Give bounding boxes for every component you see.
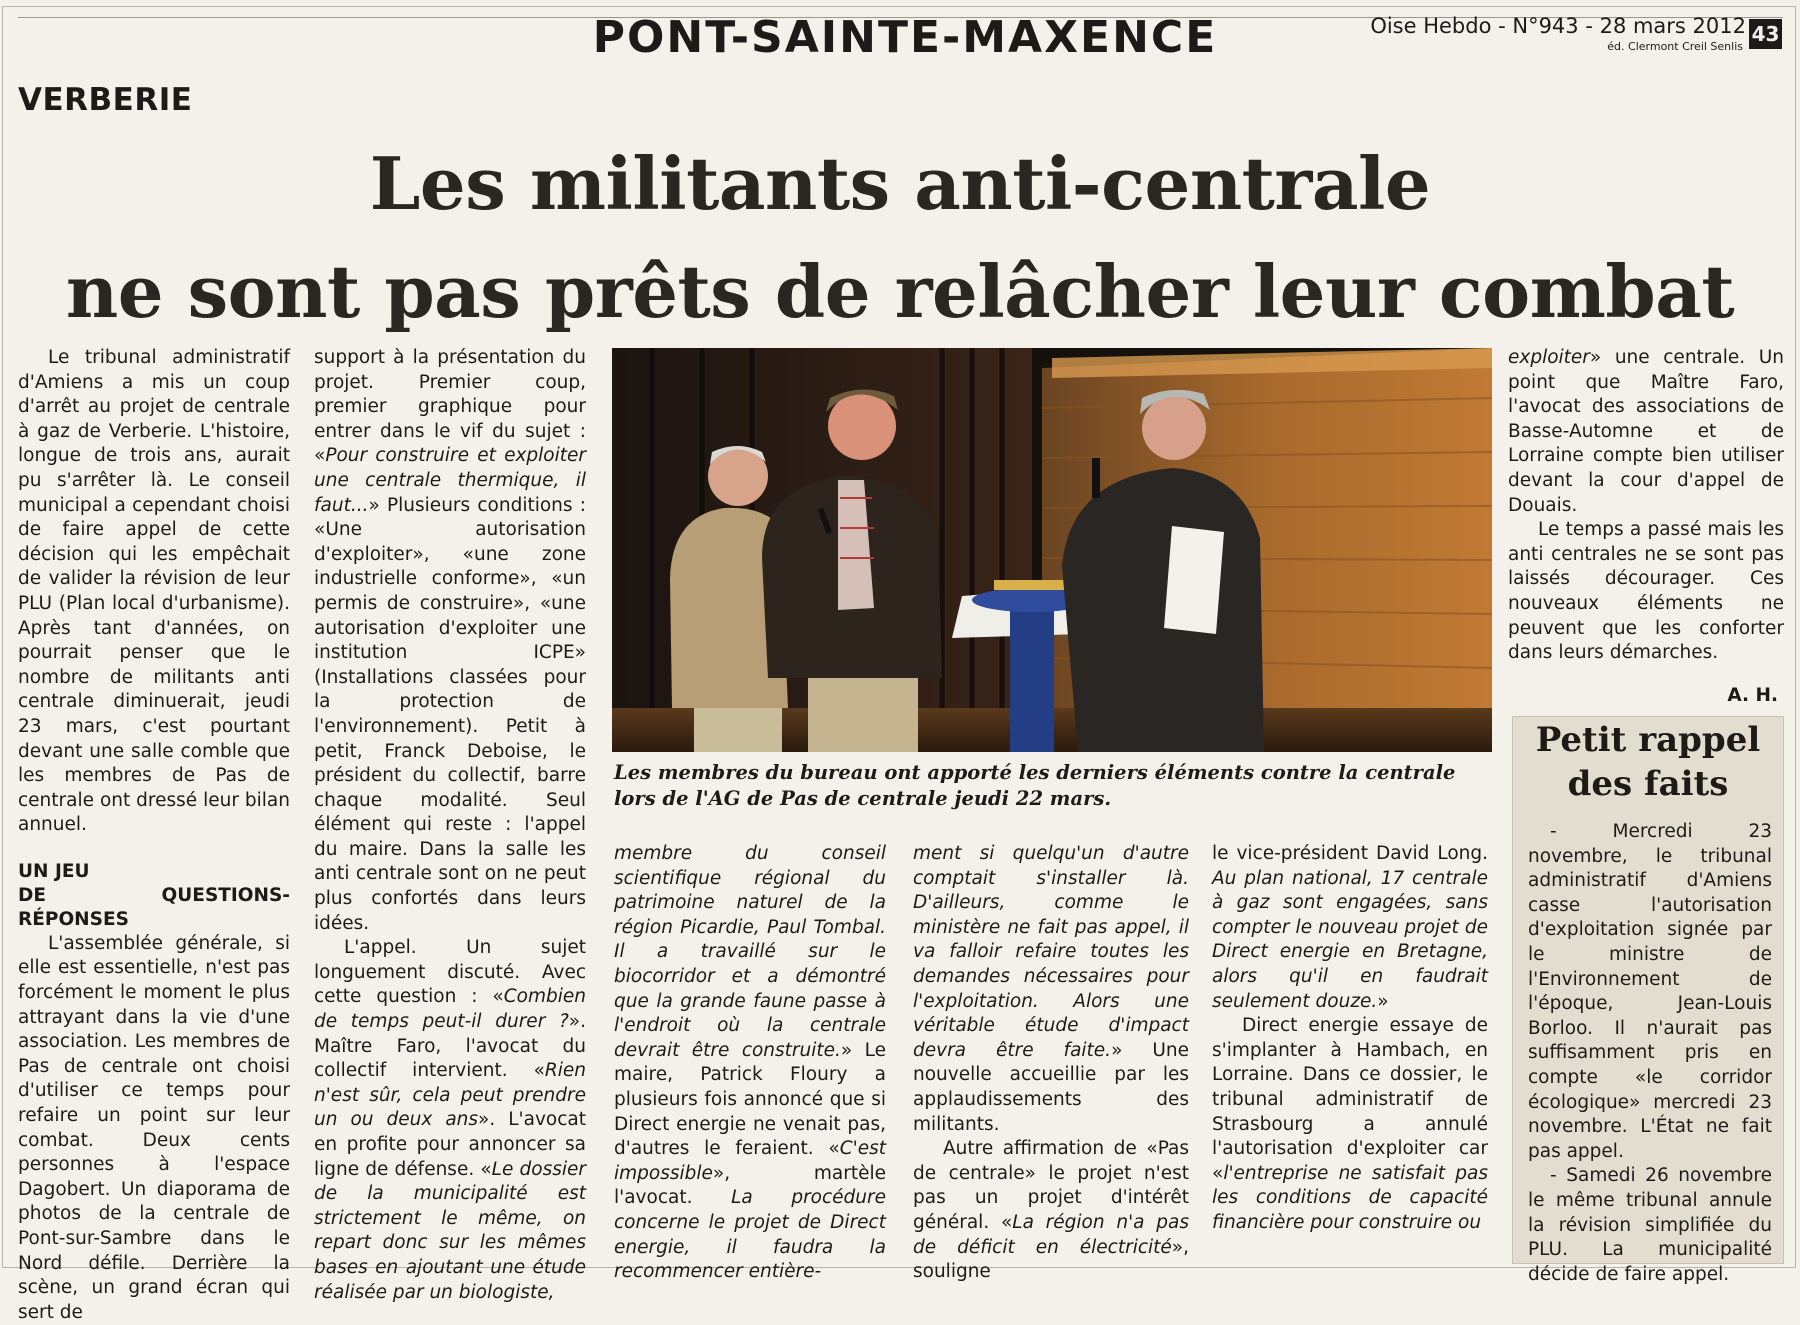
edition-label: éd. Clermont Creil Senlis: [1607, 40, 1743, 53]
masthead: Oise Hebdo - N°943 - 28 mars 2012: [1370, 14, 1746, 38]
paragraph: [1212, 842, 1488, 1014]
sidebar-paragraph: - Samedi 26 novembre le même tribunal annule la révision simplifiée du PLU. La municipalité décide de faire appel.: [1528, 1165, 1772, 1285]
article-photo: [612, 348, 1492, 752]
headline-line-1: Les militants anti-centrale: [369, 141, 1431, 226]
article-column-3: [614, 842, 886, 1285]
text-run: », martèle l'avocat.: [614, 1162, 886, 1209]
paragraph: L'assemblée générale, si elle est essentielle, n'est pas forcément le moment le plus attrayant dans la vie d'une association. Les membres de Pas de centrale ont choisi d'utiliser ce temps pour refaire un point sur leur combat. Deux cents personnes à l'espace Dagobert. Un diaporama de photos de la centrale de Pont-sur-Sambre dans le Nord défile. Derrière la scène, un grand écran qui sert de: [18, 932, 290, 1323]
article-column-5: [1212, 842, 1488, 1236]
paragraph: [314, 346, 586, 936]
text-run: Autre affirmation de «Pas de centrale» le projet n'est pas un projet d'intérêt général. «: [913, 1138, 1189, 1233]
quote-text: Pour construire et exploiter une centrale thermique, il faut...: [314, 445, 586, 516]
article-kicker: VERBERIE: [18, 82, 193, 118]
paragraph: [614, 842, 886, 1285]
text-run: L'appel. Un sujet longuement discuté. Avec cette question : «: [314, 937, 586, 1008]
quote-text: La procédure concerne le projet de Direct energie, il faudra la recommencer entière-: [614, 1187, 886, 1283]
stage-photo-illustration: [612, 348, 1492, 752]
quote-text: l'entreprise ne satisfait pas les conditions de capacité financière pour construire ou: [1212, 1162, 1488, 1233]
text-run: »: [1377, 990, 1389, 1012]
sidebar-title: [1512, 718, 1784, 806]
article-column-4: [913, 842, 1189, 1285]
subheading: [18, 860, 290, 932]
quote-text: exploiter: [1508, 347, 1590, 368]
quote-text: Rien n'est sûr, cela peut prendre un ou deux ans: [314, 1060, 586, 1131]
text-run: ». Maître Faro, l'avocat du collectif intervient. «: [314, 1011, 586, 1082]
author-signature: A. H.: [1727, 684, 1778, 706]
paragraph: Le tribunal administratif d'Amiens a mis un coup d'arrêt au projet de centrale à gaz de Verberie. L'histoire, longue de trois ans, aurait pu s'arrêter là. Le conseil municipal a cependant choisi de faire appel de cette décision qui les empêchait de valider la révision de leur PLU (Plan local d'urbanisme). Après tant d'années, on pourrait penser que le nombre de militants anti centrale diminuerait, jeudi 23 mars, c'est pourtant devant une salle comble que les membres de Pas de centrale ont dressé leur bilan annuel.: [18, 347, 290, 836]
article-column-1: [18, 346, 290, 1325]
quote-text: Au plan national, 17 centrale à gaz sont engagées, sans compter le nouveau projet de Direct energie en Bretagne, alors qu'il en faudrait seulement douze.: [1212, 867, 1488, 1012]
quote-text: La région n'a pas de déficit en électricité: [913, 1211, 1189, 1258]
headline-line-2: ne sont pas prêts de relâcher leur combat: [65, 249, 1735, 334]
paragraph: [913, 842, 1189, 1137]
paragraph: Le temps a passé mais les anti centrales ne se sont pas laissés décourager. Ces nouveaux éléments ne peuvent que les conforter dans leurs démarches.: [1508, 519, 1784, 664]
sidebar-title-line-1: Petit rappel: [1535, 720, 1761, 760]
section-title: PONT-SAINTE-MAXENCE: [592, 12, 1218, 63]
text-run: », souligne: [913, 1236, 1189, 1283]
paragraph: [913, 1137, 1189, 1285]
subheading-line-2: DE QUESTIONS-RÉPONSES: [18, 884, 290, 930]
article-column-6: [1508, 346, 1784, 708]
photo-caption: Les membres du bureau ont apporté les derniers éléments contre la centrale lors de l'AG de Pas de centrale jeudi 22 mars.: [614, 761, 1456, 810]
text-run: » une centrale. Un point que Maître Faro, l'avocat des associations de Basse-Automne et de Lorraine compte bien utiliser devant la cour d'appel de Douais.: [1508, 347, 1784, 516]
text-run: le vice-président David Long.: [1212, 843, 1488, 864]
quote-text: C'est impossible: [614, 1138, 886, 1184]
text-run: ». L'avocat en profite pour annoncer sa ligne de défense. «: [314, 1109, 586, 1180]
text-run: » Plusieurs conditions : «Une autorisation d'exploiter», «une zone industrielle conforme», «un permis de construire», «une autorisation d'exploiter une institution ICPE» (Installations classées pour la protection de l'environnement). Petit à petit, Franck Deboise, le président du collectif, barre chaque modalité. Seul élément qui reste : l'appel du maire. Dans la salle les anti centrale sont on ne peut plus confortés dans leurs idées.: [314, 494, 586, 934]
paragraph: [314, 936, 586, 1305]
sidebar-text: [1528, 820, 1772, 1287]
paragraph: [1508, 346, 1784, 518]
text-run: » Le maire, Patrick Floury a plusieurs fois annoncé que si Direct energie ne venait pas, d'autres le feraient. «: [614, 1039, 886, 1160]
quote-text: membre du conseil scientifique régional du patrimoine naturel de la région Picardie, Paul Tombal. Il a travaillé sur le biocorridor et a démontré que la grande faune passe à l'endroit où la centrale devrait être construite.: [614, 843, 886, 1061]
paragraph: [1212, 1014, 1488, 1235]
text-run: Direct energie essaye de s'implanter à Hambach, en Lorraine. Dans ce dossier, le tribunal administratif de Strasbourg a annulé l'autorisation d'exploiter car «: [1212, 1015, 1488, 1184]
text-run: support à la présentation du projet. Premier coup, premier graphique pour entrer dans le vif du sujet : «: [314, 347, 586, 467]
quote-text: Le dossier de la municipalité est strictement le même, on repart donc sur les mêmes bases en ajoutant une étude réalisée par un biologiste,: [314, 1158, 586, 1303]
text-run: » Une nouvelle accueillie par les applaudissements des militants.: [913, 1039, 1189, 1135]
quote-text: ment si quelqu'un d'autre comptait s'installer là. D'ailleurs, comme le ministère ne fait pas appel, il va falloir refaire toutes les demandes nécessaires pour l'exploitation. Alors une véritable étude d'impact devra être faite.: [913, 843, 1189, 1061]
quote-text: Combien de temps peut-il durer ?: [314, 986, 586, 1033]
sidebar-title-line-2: des faits: [1567, 764, 1729, 804]
article-headline: [40, 130, 1760, 346]
page-number: 43: [1749, 19, 1782, 49]
sidebar-paragraph: - Mercredi 23 novembre, le tribunal administratif d'Amiens casse l'autorisation d'exploitation signée par le ministre de l'Environnement de l'époque, Jean-Louis Borloo. Il n'aurait pas suffisamment pris en compte «le corridor écologique» mercredi 23 novembre. L'État ne fait pas appel.: [1528, 821, 1772, 1162]
subheading-line-1: UN JEU: [18, 860, 90, 882]
article-column-2: [314, 346, 586, 1305]
